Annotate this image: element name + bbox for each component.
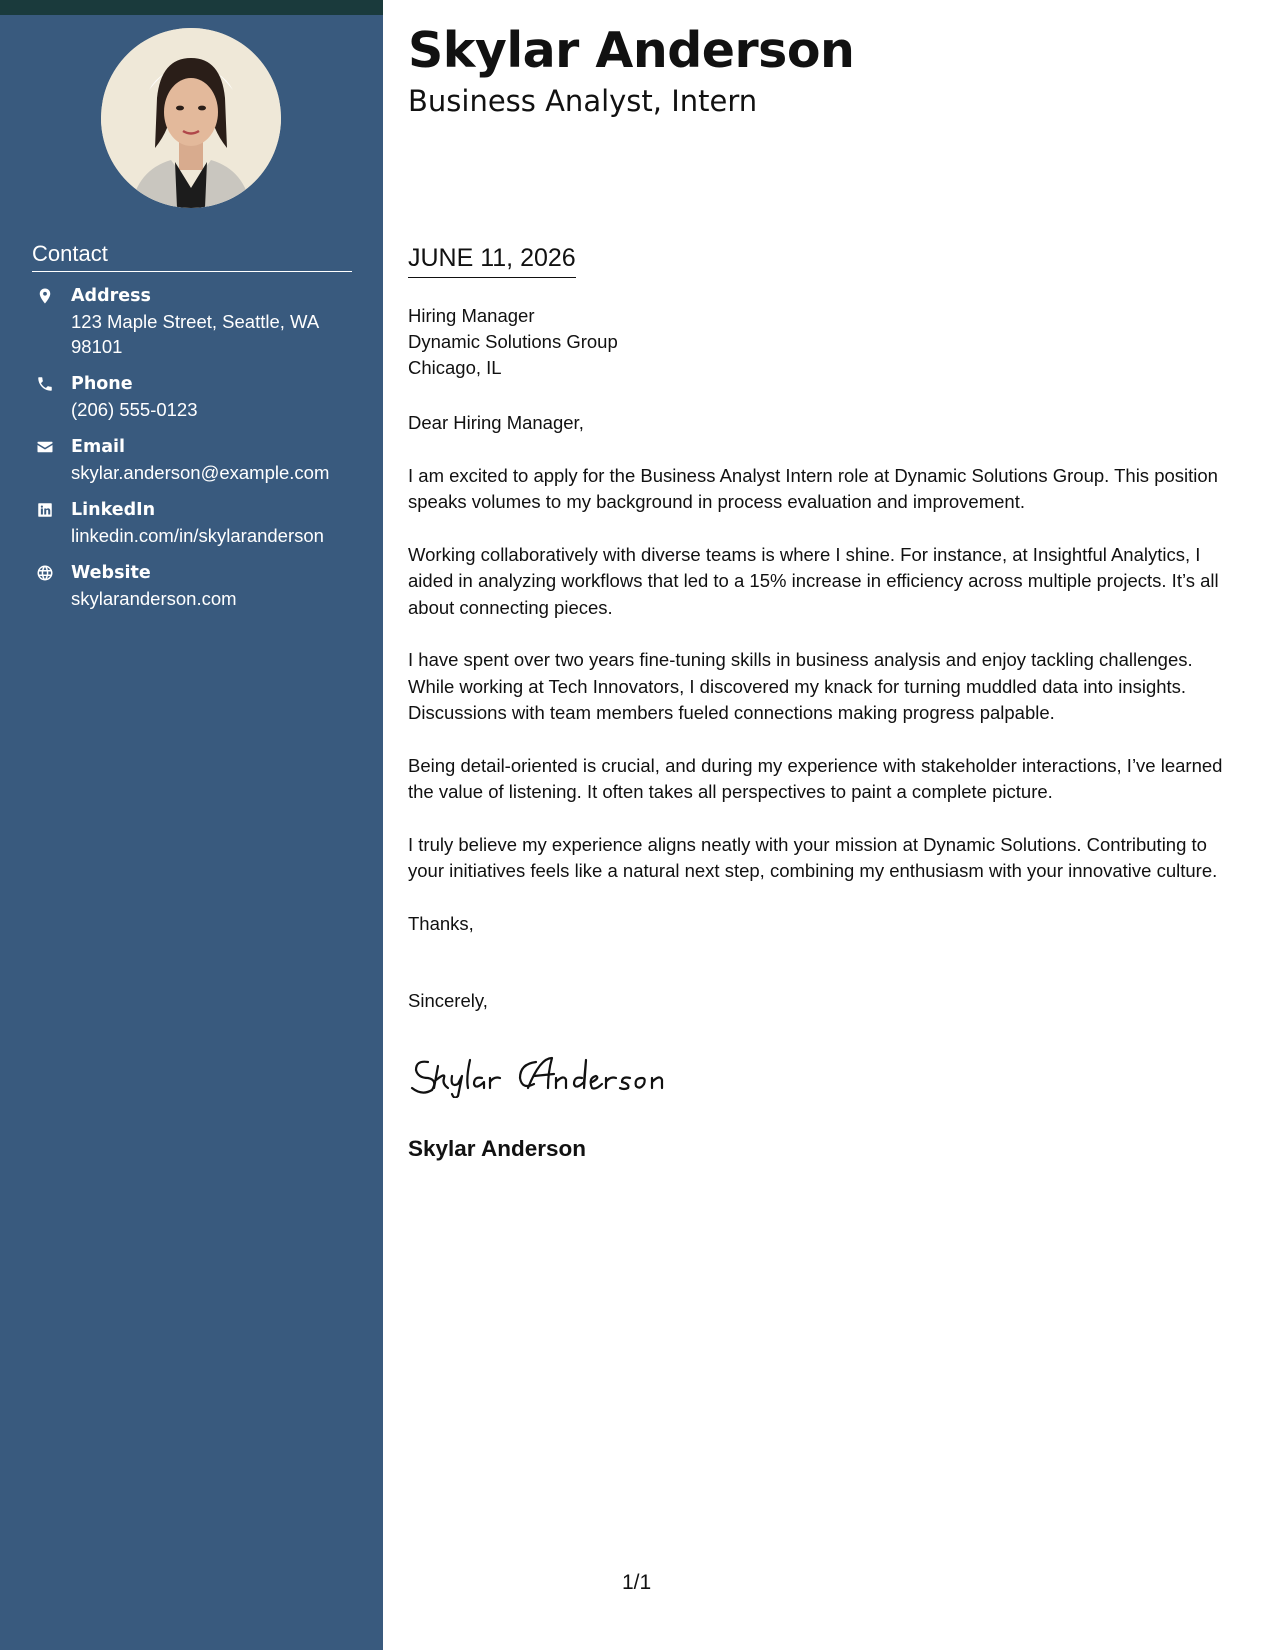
contact-item-address — [32, 284, 352, 359]
address-label: Address — [71, 286, 151, 306]
recipient-line: Hiring Manager — [408, 305, 535, 326]
phone-value: (206) 555-0123 — [71, 399, 198, 420]
letter-date: JUNE 11, 2026 — [408, 244, 576, 278]
envelope-icon — [36, 438, 54, 456]
linkedin-icon — [36, 501, 54, 519]
letter-main — [408, 0, 1248, 1650]
linkedin-label: LinkedIn — [71, 500, 156, 520]
signed-name: Skylar Anderson — [408, 1136, 586, 1161]
recipient-line: Dynamic Solutions Group — [408, 331, 618, 352]
closing: Sincerely, — [408, 990, 488, 1011]
recipient-line: Chicago, IL — [408, 357, 502, 378]
email-value[interactable]: skylar.anderson@example.com — [71, 462, 330, 483]
letter-body — [408, 410, 1240, 963]
phone-icon — [36, 375, 54, 393]
website-label: Website — [71, 563, 151, 583]
contact-heading: Contact — [32, 241, 352, 272]
contact-item-phone — [32, 372, 352, 422]
address-value: 123 Maple Street, Seattle, WA 98101 — [71, 311, 319, 357]
body-paragraph: Thanks, — [408, 912, 474, 934]
map-pin-icon — [36, 287, 54, 305]
applicant-name: Skylar Anderson — [408, 22, 855, 79]
contact-list — [32, 284, 352, 624]
page-number: 1/1 — [622, 1571, 652, 1594]
sidebar-top-bar — [0, 0, 383, 15]
body-paragraph: Working collaboratively with diverse teams is where I shine. For instance, at Insightful Analytics, I aided in analyzing workflows that led to a 15% increase in efficiency across multiple projects. It’s all about connecting pieces. — [408, 543, 1219, 618]
profile-photo — [101, 28, 281, 208]
contact-item-linkedin — [32, 498, 352, 548]
linkedin-value[interactable]: linkedin.com/in/skylaranderson — [71, 525, 324, 546]
body-paragraph: I truly believe my experience aligns neatly with your mission at Dynamic Solutions. Contributing to your initiatives feels like a natural next step, combining my enthusiasm with your innovative culture. — [408, 833, 1218, 881]
website-value[interactable]: skylaranderson.com — [71, 588, 237, 609]
contact-item-email — [32, 435, 352, 485]
salutation: Dear Hiring Manager, — [408, 412, 584, 433]
applicant-title: Business Analyst, Intern — [408, 84, 758, 118]
body-paragraph: I have spent over two years fine-tuning skills in business analysis and enjoy tackling challenges. While working at Tech Innovators, I discovered my knack for turning muddled data into insights. Discussions with team members fueled connections making progress palpable. — [408, 649, 1193, 723]
globe-icon — [36, 564, 54, 582]
contact-item-website — [32, 561, 352, 611]
sidebar — [0, 0, 383, 1650]
email-label: Email — [71, 437, 125, 457]
phone-label: Phone — [71, 374, 133, 394]
handwritten-signature — [408, 1048, 678, 1098]
body-paragraph: Being detail-oriented is crucial, and during my experience with stakeholder interactions, I’ve learned the value of listening. It often takes all perspectives to paint a complete picture. — [408, 754, 1223, 802]
body-paragraph: I am excited to apply for the Business Analyst Intern role at Dynamic Solutions Group. This position speaks volumes to my background in process evaluation and improvement. — [408, 464, 1218, 512]
recipient-block — [408, 303, 618, 381]
